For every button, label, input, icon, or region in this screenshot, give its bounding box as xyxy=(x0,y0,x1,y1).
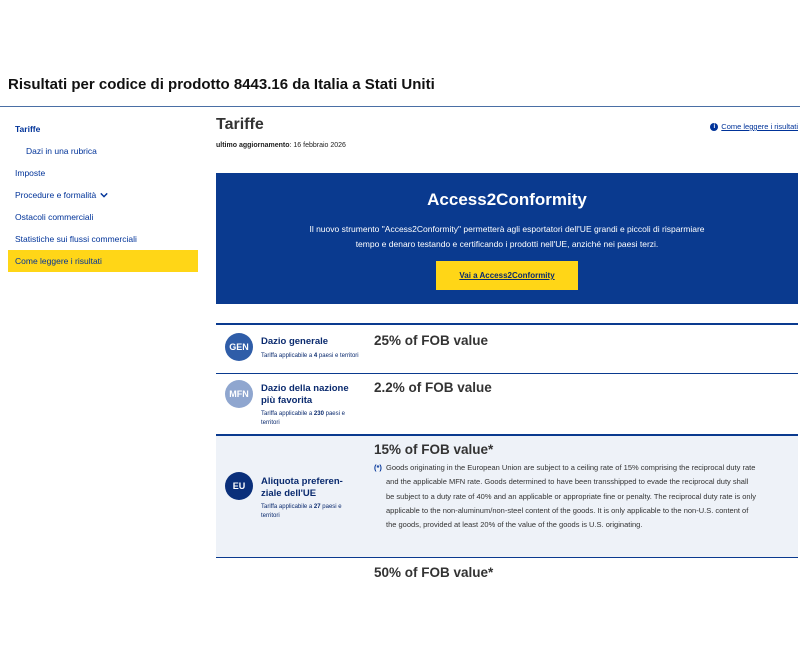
footnote-marker: (*) xyxy=(374,463,382,472)
access2conformity-banner xyxy=(216,173,798,304)
last-updated-date: : 16 febbraio 2026 xyxy=(289,142,346,149)
tariff-rate: 25% of FOB value xyxy=(374,333,489,348)
tariff-row-mfn xyxy=(216,373,798,434)
sidebar-item-tariffe[interactable]: Tariffe xyxy=(15,124,41,134)
eu-badge: EU xyxy=(225,472,253,500)
sidebar-item-imposte[interactable]: Imposte xyxy=(15,168,46,178)
tariff-footnote xyxy=(374,461,756,532)
sub-suffix: paesi e territori xyxy=(261,411,345,426)
tariff-label: Aliquota preferen-ziale dell'UE xyxy=(261,476,343,499)
sub-prefix: Tariffa applicabile a xyxy=(261,353,314,359)
tariff-row-eu xyxy=(216,434,798,557)
chevron-down-icon xyxy=(100,191,108,199)
tariff-applicability xyxy=(261,410,361,428)
sub-count: 230 xyxy=(313,411,324,417)
title-divider xyxy=(0,106,800,107)
sidebar xyxy=(8,118,198,272)
sub-suffix: paesi e territori xyxy=(261,504,342,519)
sidebar-item-label: Procedure e formalità xyxy=(15,190,97,200)
banner-text: Il nuovo strumento "Access2Conformity" permetterà agli esportatori dell'UE grandi e piccoli di risparmiare tempo e denaro testando e certificando i prodotti nell'UE, anziché nei paesi terzi. xyxy=(309,224,705,249)
section-title: Tariffe xyxy=(216,116,264,133)
sidebar-item-dazi-rubrica[interactable]: Dazi in una rubrica xyxy=(26,146,97,156)
tariff-list xyxy=(216,323,798,597)
footnote-text: Goods originating in the European Union are subject to a ceiling rate of 15% comprising the reciprocal duty rate and the applicable MFN rate. Goods determined to have been transshipped to evade the reciprocal duty shall be subject to a duty rate of 40% and an applicable or appropriate fine or penalty. The reciprocal duty rate is only applicable to the non-aluminum/non-steel content of the goods. It is only applicable to the non-U.S. content of the goods, provided at least 20% of the value of the goods is U.S. originating. xyxy=(386,463,756,530)
how-to-read-label: Come leggere i risultati xyxy=(721,122,798,131)
page-title: Risultati per codice di prodotto 8443.16 da Italia a Stati Uniti xyxy=(8,76,435,93)
last-updated xyxy=(216,142,800,149)
tariff-rate: 2.2% of FOB value xyxy=(374,380,492,395)
main-content xyxy=(216,116,800,149)
sidebar-item-ostacoli[interactable]: Ostacoli commerciali xyxy=(15,212,94,222)
tariff-label: Dazio generale xyxy=(261,336,329,347)
last-updated-label: ultimo aggiornamento xyxy=(216,142,290,149)
sub-count: 4 xyxy=(313,353,318,359)
gen-badge: GEN xyxy=(225,333,253,361)
sidebar-item-statistiche[interactable]: Statistiche sui flussi commerciali xyxy=(15,234,137,244)
tariff-rate: 50% of FOB value* xyxy=(374,565,494,580)
sub-prefix: Tariffa applicabile a xyxy=(261,504,314,510)
tariff-row-general xyxy=(216,323,798,373)
sidebar-item-procedure[interactable] xyxy=(8,184,198,206)
tariff-applicability xyxy=(261,352,361,361)
tariff-rate: 15% of FOB value* xyxy=(374,442,494,457)
tariff-row-additional xyxy=(216,557,798,597)
access2conformity-button[interactable]: Vai a Access2Conformity xyxy=(436,261,578,290)
banner-title: Access2Conformity xyxy=(427,190,587,209)
mfn-badge: MFN xyxy=(225,380,253,408)
sub-suffix: paesi e territori xyxy=(317,353,359,359)
tariff-applicability xyxy=(261,503,361,521)
info-icon: i xyxy=(710,123,718,131)
tariff-label: Dazio della nazione più favorita xyxy=(261,383,349,406)
sidebar-item-come-leggere[interactable]: Come leggere i risultati xyxy=(8,250,198,272)
sub-count: 27 xyxy=(313,504,321,510)
how-to-read-link[interactable] xyxy=(710,122,798,131)
sub-prefix: Tariffa applicabile a xyxy=(261,411,314,417)
